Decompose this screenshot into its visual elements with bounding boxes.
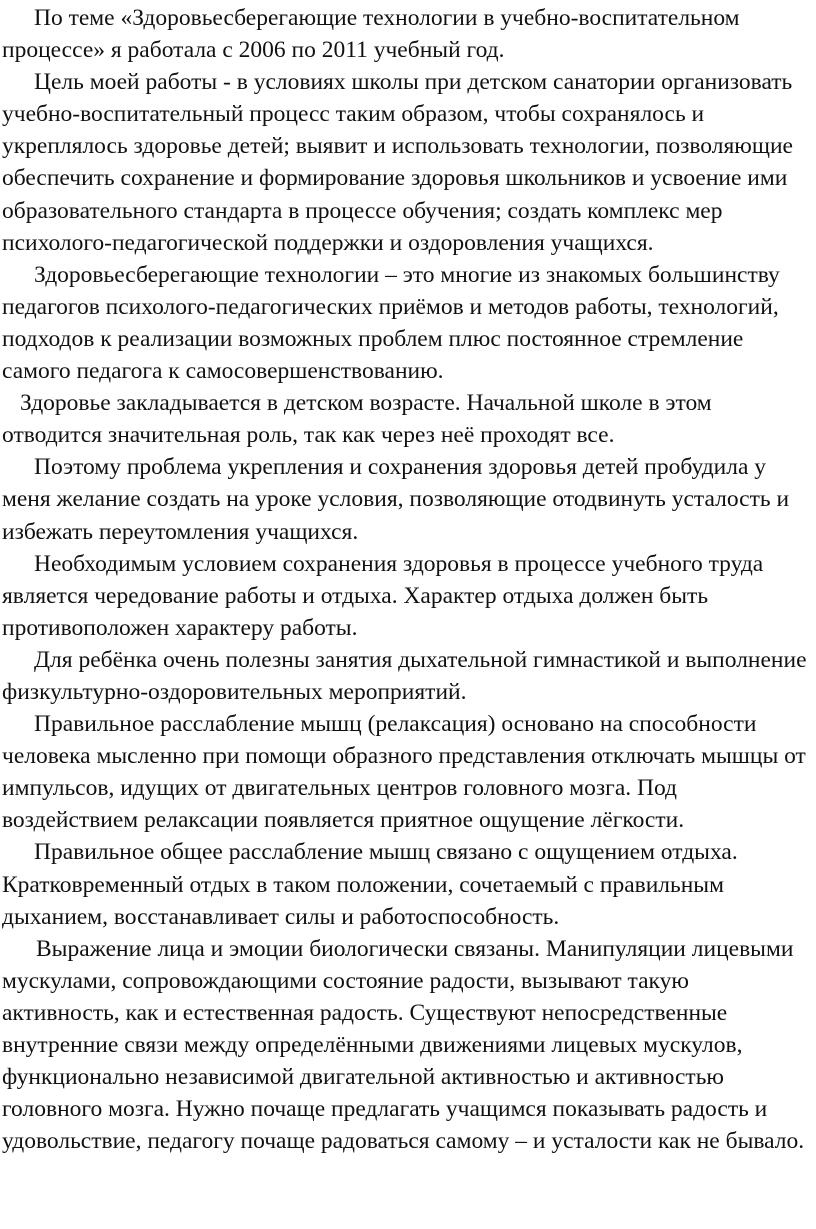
paragraph-breathing: Для ребёнка очень полезны занятия дыхательной гимнастикой и выполнение физкультурно-оздоровительных мероприятий. [2, 646, 807, 705]
paragraph-technologies: Здоровьесберегающие технологии – это многие из знакомых большинству педагогов психолого-педагогических приёмов и методов работы, технологий, подходов к реализации возможных проблем плюс постоянное стремление самого педагога к самосовершенствованию. [2, 261, 780, 385]
paragraph-goal: Цель моей работы - в условиях школы при детском санатории организовать учебно-воспитательный процесс таким образом, чтобы сохранялось и укреплялось здоровье детей; выявит и использовать технологии, позволяющие обеспечить сохранение и формирование здоровья школьников и усвоение ими образовательного стандарта в процессе обучения; создать комплекс мер психолого-педагогической поддержки и оздоровления учащихся. [2, 69, 793, 256]
paragraph-relaxation: Правильное расслабление мышц (релаксация) основано на способности человека мысленно при помощи образного представления отключать мышцы от импульсов, идущих от двигательных центров головного мозга. Под воздействием релаксации появляется приятное ощущение лёгкости. [2, 711, 806, 834]
paragraph-health-childhood: Здоровье закладывается в детском возрасте. Начальной школе в этом отводится значительная роль, так как через неё проходят все. [2, 390, 712, 449]
paragraph-facial-expression: Выражение лица и эмоции биологически связаны. Манипуляции лицевыми мускулами, сопровождающими состояние радости, вызывают такую активность, как и естественная радость. Существуют непосредственные внутренние связи между определёнными движениями лицевых мускулов, функционально независимой двигательной активностью и активностью головного мозга. Нужно почаще предлагать учащимся показывать радость и удовольствие, педагогу почаще радоваться самому – и усталости как не бывало. [2, 935, 805, 1155]
paragraph-general-relaxation: Правильное общее расслабление мышц связано с ощущением отдыха. Кратковременный отдых в таком положении, сочетаемый с правильным дыханием, восстанавливает силы и работоспособность. [2, 839, 738, 930]
paragraph-work-rest: Необходимым условием сохранения здоровья в процессе учебного труда является чередование работы и отдыха. Характер отдыха должен быть противоположен характеру работы. [2, 550, 764, 641]
paragraph-topic: По теме «Здоровьесберегающие технологии в учебно-воспитательном процессе» я работала с 2006 по 2011 учебный год. [2, 5, 740, 64]
paragraph-problem: Поэтому проблема укрепления и сохранения здоровья детей пробудила у меня желание создать на уроке условия, позволяющие отодвинуть усталость и избежать переутомления учащихся. [2, 454, 790, 545]
